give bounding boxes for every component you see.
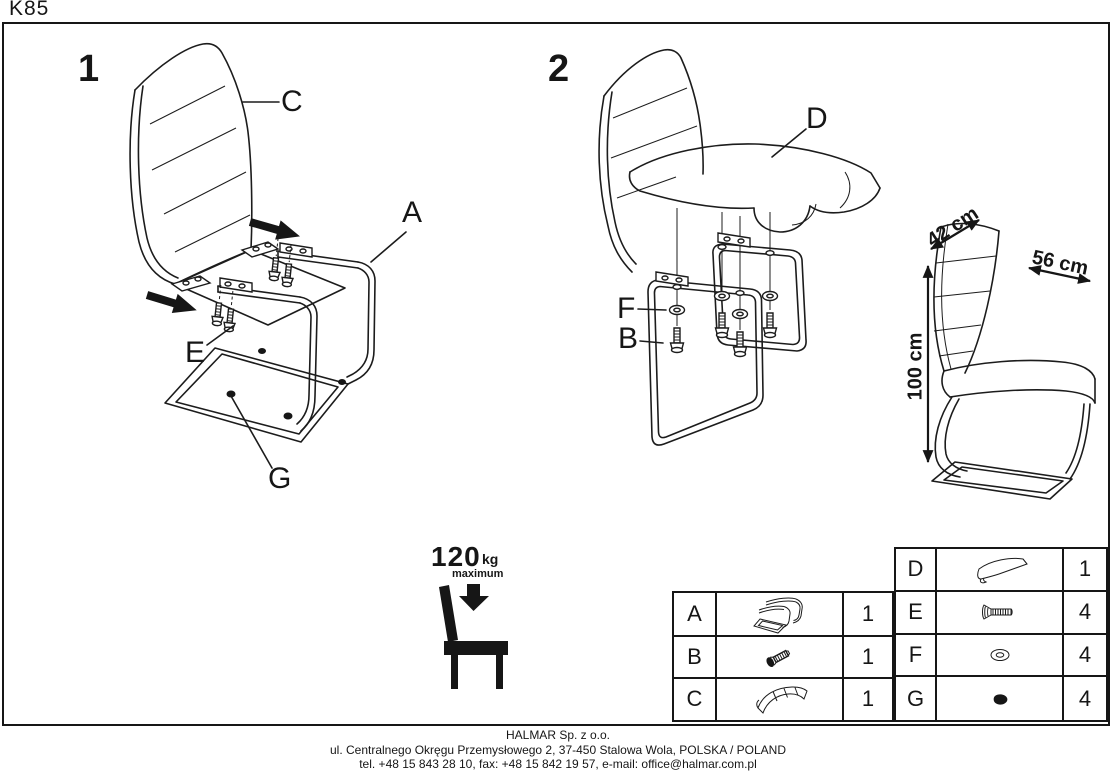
footer bbox=[0, 728, 1116, 772]
weight-limit-unit: kg bbox=[482, 551, 499, 567]
footer-company: HALMAR Sp. z o.o. bbox=[505, 728, 611, 742]
weight-limit-icon bbox=[439, 584, 508, 689]
label-part-g: G bbox=[268, 462, 292, 495]
part-icon-cell bbox=[937, 549, 1064, 592]
label-part-a: A bbox=[402, 196, 423, 229]
part-qty: 4 bbox=[1064, 592, 1106, 635]
label-part-e: E bbox=[185, 336, 206, 369]
sheet-title: K85 bbox=[9, 0, 50, 20]
part-icon-cell bbox=[937, 592, 1064, 635]
part-label: G bbox=[896, 677, 937, 720]
dimension-height: 100 cm bbox=[904, 332, 927, 401]
part-qty: 1 bbox=[861, 686, 875, 712]
exploded-view-1 bbox=[130, 44, 406, 468]
part-icon-cell bbox=[717, 593, 844, 637]
part-qty: 1 bbox=[844, 637, 892, 679]
part-label: A bbox=[674, 593, 717, 637]
backrest-icon bbox=[751, 681, 809, 717]
part-label: E bbox=[896, 592, 937, 635]
label-part-c: C bbox=[281, 85, 303, 118]
part-qty: 4 bbox=[1078, 685, 1092, 711]
exploded-view-2 bbox=[599, 50, 880, 445]
screw-angled-icon bbox=[760, 641, 800, 673]
footer-contact: tel. +48 15 843 28 10, fax: +48 15 842 19 57, e-mail: office@halmar.com.pl bbox=[359, 757, 757, 771]
part-icon-cell bbox=[937, 635, 1064, 678]
glide-icon bbox=[988, 689, 1012, 709]
screws-b bbox=[671, 313, 777, 357]
part-label: F bbox=[896, 635, 937, 678]
label-part-b: B bbox=[618, 322, 639, 355]
seat-icon bbox=[969, 552, 1031, 586]
part-qty: 4 bbox=[1064, 635, 1106, 678]
part-icon-cell bbox=[717, 679, 844, 721]
part-label: C bbox=[674, 679, 717, 721]
parts-table-left bbox=[672, 591, 894, 722]
step-2-number: 2 bbox=[548, 48, 570, 90]
dimension-depth: 42 cm bbox=[922, 202, 983, 252]
weight-limit-note: maximum bbox=[452, 568, 504, 580]
assembly-arrow-icon bbox=[247, 212, 302, 246]
washer-icon bbox=[983, 643, 1017, 667]
side-frame-icon bbox=[752, 593, 808, 635]
part-icon-cell bbox=[717, 637, 844, 679]
part-icon-cell bbox=[937, 677, 1064, 720]
label-part-f: F bbox=[617, 292, 636, 325]
part-qty: 1 bbox=[844, 593, 892, 637]
footer-address: ul. Centralnego Okręgu Przemysłowego 2, 37-450 Stalowa Wola, POLSKA / POLAND bbox=[329, 742, 786, 757]
part-label: D bbox=[896, 549, 937, 592]
weight-limit-value: 120 bbox=[431, 541, 481, 572]
screw-icon bbox=[976, 601, 1024, 623]
parts-table-right bbox=[894, 547, 1108, 722]
part-qty: 1 bbox=[1064, 549, 1106, 592]
label-part-d: D bbox=[806, 102, 828, 135]
part-label: B bbox=[674, 637, 717, 679]
dimension-width: 56 cm bbox=[1030, 246, 1091, 280]
step-1-number: 1 bbox=[78, 48, 100, 90]
